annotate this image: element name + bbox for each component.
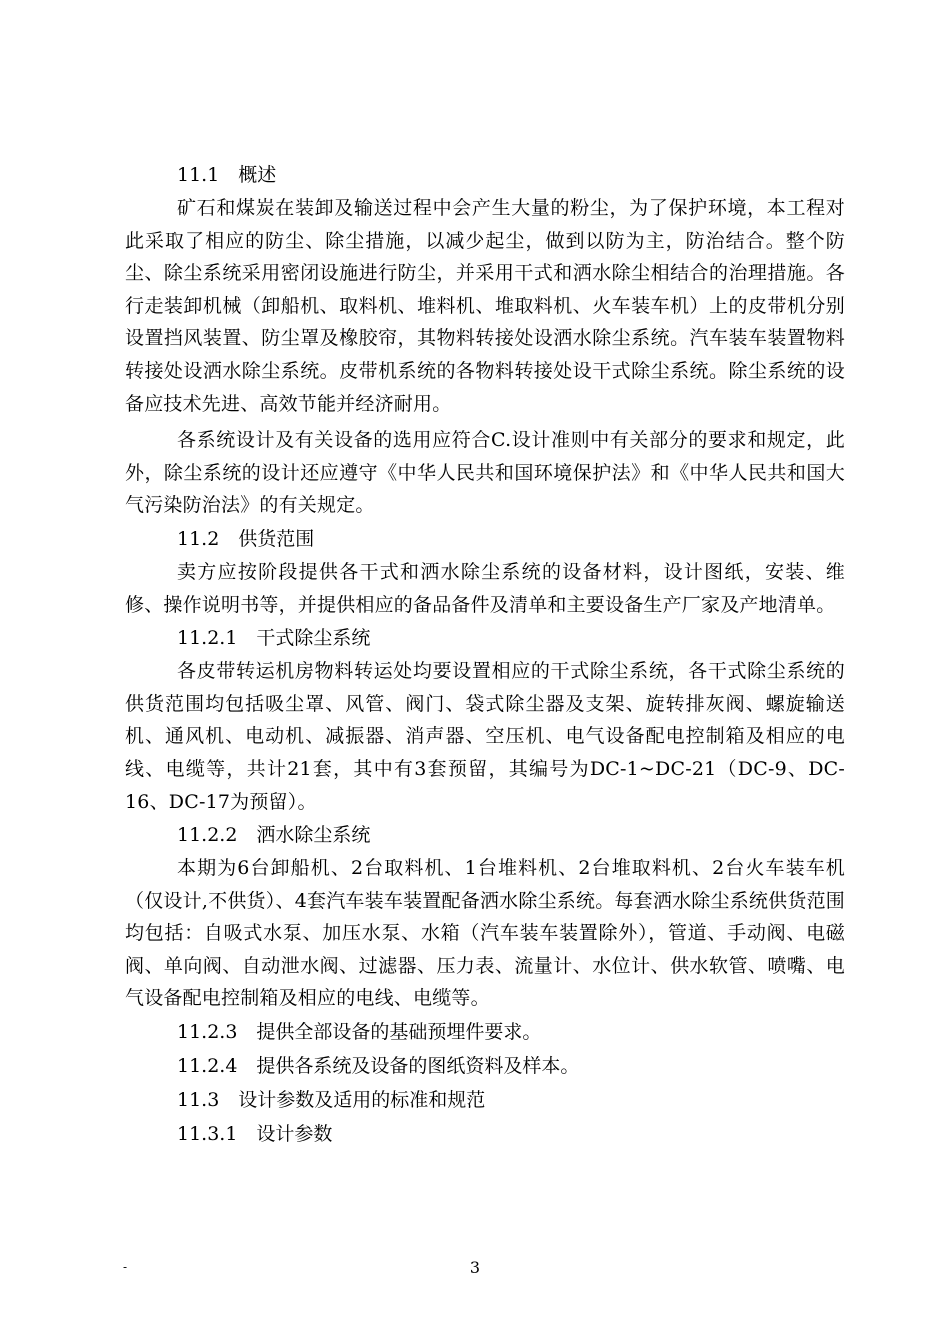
page-number: 3 — [469, 1258, 481, 1277]
paragraph-supply-scope: 卖方应按阶段提供各干式和洒水除尘系统的设备材料，设计图纸，安装、维修、操作说明书等，并提供相应的备品备件及清单和主要设备生产厂家及产地清单。 — [125, 560, 845, 616]
section-heading-11-2-1: 11.2.1 干式除尘系统 — [177, 627, 371, 650]
paragraph-dry-dust-removal: 各皮带转运机房物料转运处均要设置相应的干式除尘系统，各干式除尘系统的供货范围均包括吸尘罩、风管、阀门、袋式除尘器及支架、旋转排灰阀、螺旋输送机、通风机、电动机、减振器、消声器、空压机、电气设备配电控制箱及相应的电线、电缆等，共计21套，其中有3套预留，其编号为DC-1~DC-21（DC-9、DC-16、DC-17为预留）。 — [125, 660, 845, 813]
section-heading-11-3: 11.3 设计参数及适用的标准和规范 — [177, 1089, 486, 1112]
section-heading-11-2: 11.2 供货范围 — [177, 527, 315, 550]
paragraph-water-spray-dust-removal: 本期为6台卸船机、2台取料机、1台堆料机、2台堆取料机、2台火车装车机（仅设计,不供货）、4套汽车装车装置配备洒水除尘系统。每套洒水除尘系统供货范围均包括：自吸式水泵、加压水泵、水箱（汽车装车装置除外），管道、手动阀、电磁阀、单向阀、自动泄水阀、过滤器、压力表、流量计、水位计、供水软管、喷嘴、电气设备配电控制箱及相应的电线、电缆等。 — [125, 857, 845, 1010]
section-heading-11-2-4: 11.2.4 提供各系统及设备的图纸资料及样本。 — [177, 1055, 580, 1078]
section-heading-11-1: 11.1 概述 — [177, 164, 277, 186]
section-heading-11-2-3: 11.2.3 提供全部设备的基础预埋件要求。 — [177, 1021, 542, 1044]
section-heading-11-2-2: 11.2.2 洒水除尘系统 — [177, 824, 371, 847]
paragraph-design-rules: 各系统设计及有关设备的选用应符合C.设计准则中有关部分的要求和规定，此外，除尘系统的设计还应遵守《中华人民共和国环境保护法》和《中华人民共和国大气污染防治法》的有关规定。 — [125, 429, 845, 517]
paragraph-overview: 矿石和煤炭在装卸及输送过程中会产生大量的粉尘，为了保护环境，本工程对此采取了相应的防尘、除尘措施，以减少起尘，做到以防为主，防治结合。整个防尘、除尘系统采用密闭设施进行防尘，并采用干式和洒水除尘相结合的治理措施。各行走装卸机械（卸船机、取料机、堆料机、堆取料机、火车装车机）上的皮带机分别设置挡风装置、防尘罩及橡胶帘，其物料转接处设洒水除尘系统。汽车装车装置物料转接处设洒水除尘系统。皮带机系统的各物料转接处设干式除尘系统。除尘系统的设备应技术先进、高效节能并经济耐用。 — [125, 197, 845, 415]
footer-dash: - — [123, 1260, 128, 1274]
section-heading-11-3-1: 11.3.1 设计参数 — [177, 1123, 333, 1146]
document-body — [125, 158, 845, 1151]
